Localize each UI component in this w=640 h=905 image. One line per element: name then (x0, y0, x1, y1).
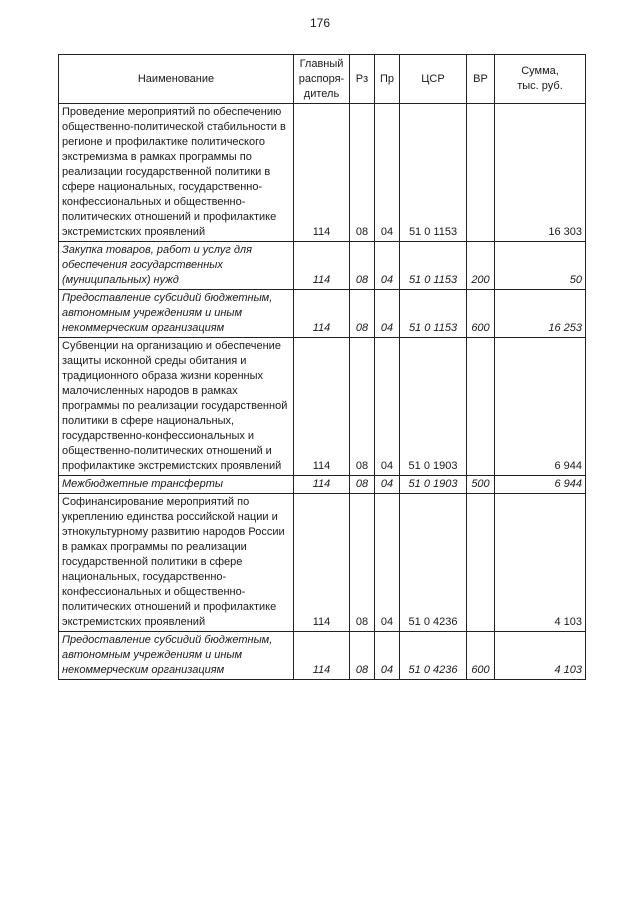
row-rz: 08 (350, 476, 375, 494)
row-sum: 4 103 (495, 632, 586, 680)
row-manager: 114 (294, 476, 350, 494)
row-name: Софинансирование мероприятий по укреплению единства российской нации и этнокультурному развитию народов России в рамках программы по реализации государственной политики в сфере национальных, государственно-конфессиональных и общественно-политических отношений и профилактике экстремистских проявлений (59, 494, 294, 632)
row-manager: 114 (294, 494, 350, 632)
row-vr: 200 (467, 242, 495, 290)
row-rz: 08 (350, 632, 375, 680)
row-csr: 51 0 4236 (400, 494, 467, 632)
row-name: Субвенции на организацию и обеспечение защиты исконной среды обитания и традиционного образа жизни коренных малочисленных народов в рамках программы по реализации государственной политики в сфере национальных, государственно-конфессиональных и общественно-политических отношений и профилактике экстремистских проявлений (59, 338, 294, 476)
table-row (59, 338, 586, 476)
row-csr: 51 0 1153 (400, 104, 467, 242)
row-name: Закупка товаров, работ и услуг для обеспечения государственных (муниципальных) нужд (59, 242, 294, 290)
table-row (59, 632, 586, 680)
header-manager (294, 55, 350, 104)
row-sum: 50 (495, 242, 586, 290)
row-name: Предоставление субсидий бюджетным, автономным учреждениям и иным некоммерческим организациям (59, 632, 294, 680)
header-name: Наименование (59, 55, 294, 104)
row-rz: 08 (350, 290, 375, 338)
header-row (59, 55, 586, 104)
budget-table (58, 54, 586, 680)
table-row (59, 476, 586, 494)
header-manager-line2: распоря- (298, 72, 345, 85)
header-manager-line1: Главный (299, 57, 344, 70)
row-manager: 114 (294, 242, 350, 290)
row-pr: 04 (375, 242, 400, 290)
row-vr (467, 104, 495, 242)
table-row (59, 494, 586, 632)
row-pr: 04 (375, 476, 400, 494)
row-sum: 16 253 (495, 290, 586, 338)
row-pr: 04 (375, 338, 400, 476)
header-sum-line2: тыс. руб. (517, 80, 563, 92)
row-csr: 51 0 1153 (400, 290, 467, 338)
header-sum-line1: Сумма, (521, 65, 559, 77)
row-pr: 04 (375, 632, 400, 680)
header-rz: Рз (350, 55, 375, 104)
row-manager: 114 (294, 338, 350, 476)
row-name: Предоставление субсидий бюджетным, автономным учреждениям и иным некоммерческим организациям (59, 290, 294, 338)
row-rz: 08 (350, 242, 375, 290)
row-csr: 51 0 1903 (400, 338, 467, 476)
row-rz: 08 (350, 338, 375, 476)
row-vr: 600 (467, 290, 495, 338)
row-manager: 114 (294, 104, 350, 242)
row-sum: 4 103 (495, 494, 586, 632)
table-row (59, 290, 586, 338)
row-pr: 04 (375, 494, 400, 632)
row-sum: 6 944 (495, 476, 586, 494)
row-sum: 6 944 (495, 338, 586, 476)
row-sum: 16 303 (495, 104, 586, 242)
row-rz: 08 (350, 104, 375, 242)
row-csr: 51 0 1903 (400, 476, 467, 494)
row-manager: 114 (294, 290, 350, 338)
row-csr: 51 0 1153 (400, 242, 467, 290)
row-vr: 500 (467, 476, 495, 494)
row-manager: 114 (294, 632, 350, 680)
row-csr: 51 0 4236 (400, 632, 467, 680)
header-vr: ВР (467, 55, 495, 104)
header-sum (495, 55, 586, 104)
row-pr: 04 (375, 104, 400, 242)
row-vr (467, 494, 495, 632)
table-row (59, 104, 586, 242)
header-csr: ЦСР (400, 55, 467, 104)
header-pr: Пр (375, 55, 400, 104)
row-name: Проведение мероприятий по обеспечению общественно-политической стабильности в регионе и профилактике политического экстремизма в рамках программы по реализации государственной политики в сфере национальных, государственно-конфессиональных и общественно-политических отношений и профилактике экстремистских проявлений (59, 104, 294, 242)
page-number: 176 (309, 16, 331, 30)
header-manager-line3: дитель (303, 87, 340, 100)
row-pr: 04 (375, 290, 400, 338)
table-row (59, 242, 586, 290)
row-name: Межбюджетные трансферты (59, 476, 294, 494)
row-vr (467, 338, 495, 476)
row-rz: 08 (350, 494, 375, 632)
row-vr: 600 (467, 632, 495, 680)
